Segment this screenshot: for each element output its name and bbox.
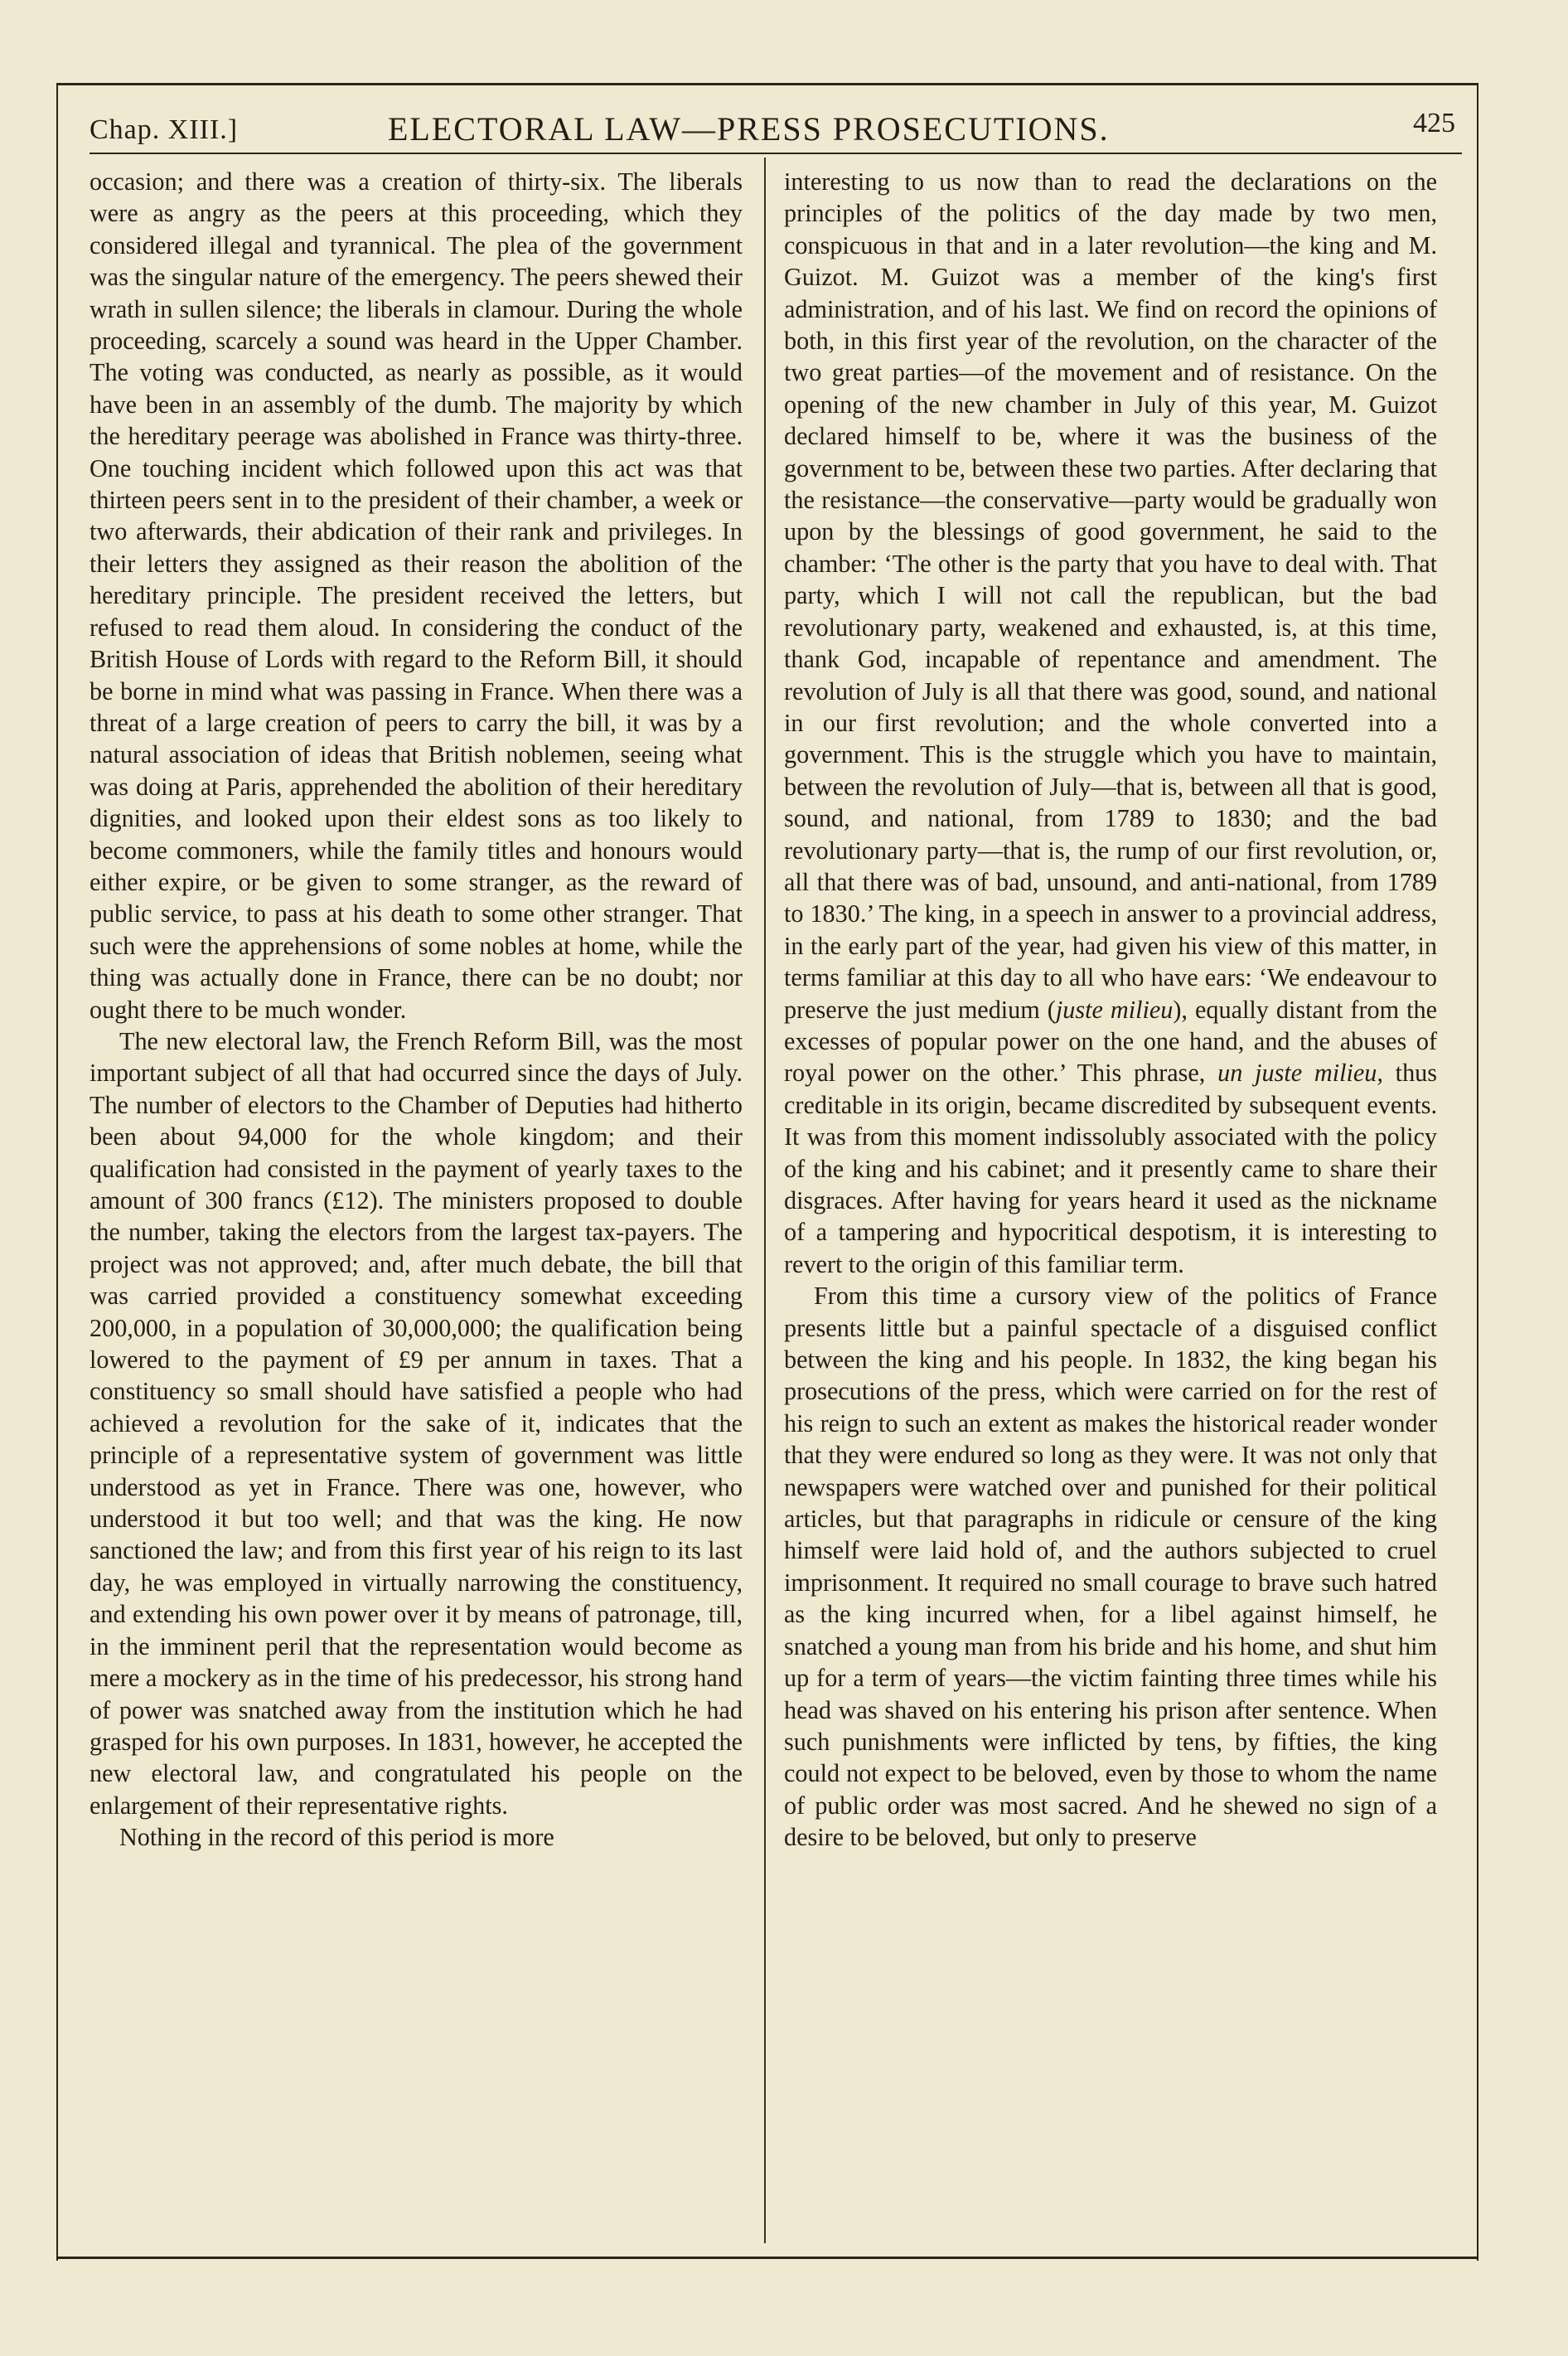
paragraph: occasion; and there was a creation of thirty-six. The liberals were as angry as the peers at this proceeding, which they considered illegal and tyrannical. The plea of the government was the singular nature of the emergency. The peers shewed their wrath in sullen silence; the liberals in clamour. During the whole proceeding, scarcely a sound was heard in the Upper Chamber. The voting was conducted, as nearly as possible, as it would have been in an assembly of the dumb. The majority by which the hereditary peerage was abolished in France was thirty-three. One touching incident which followed upon this act was that thirteen peers sent in to the president of their chamber, a week or two afterwards, their abdication of their rank and privileges. In their letters they assigned as their reason the abolition of the hereditary principle. The president received the letters, but refused to read them aloud. In considering the conduct of the British House of Lords with regard to the Reform Bill, it should be borne in mind what was passing in France. When there was a threat of a large creation of peers to carry the bill, it was by a natural association of ideas that British noblemen, seeing what was doing at Paris, apprehended the abolition of their hereditary dignities, and looked upon their eldest sons as too likely to become commoners, while the family titles and honours would either expire, or be given to some stranger, as the reward of public service, to pass at his death to some other stranger. That such were the apprehensions of some nobles at home, while the thing was actually done in France, there can be no doubt; nor ought there to be much wonder. [90,167,743,1024]
right-column [784,166,1437,2238]
page-number: 425 [1413,108,1455,138]
text-run: thus creditable in its origin, became discredited by subsequent events. It was from this moment indissolubly associated with the policy of the king and his cabinet; and it presently came to share their disgraces. After having for years heard it used as the nickname of a tampering and hypocritical despotism, it is interesting to revert to the origin of this familiar term. [784,1059,1438,1278]
text-run: ), equally distant from the excesses of popular power on the one hand, and the abuses of royal power on the other.’ This phrase, [784,995,1437,1088]
paragraph [784,166,1437,1280]
paragraph: From this time a cursory view of the politics of France presents little but a painful spectacle of a disguised conflict between the king and his people. In 1832, the king began his prosecutions of the press, which were carried on for the rest of his reign to such an extent as makes the historical reader wonder that they were endured so long as they were. It was not only that newspapers were watched over and punished for their political articles, but that paragraphs in ridicule or censure of the king himself were laid hold of, and the authors subjected to cruel imprisonment. It required no small courage to brave such hatred as the king incurred when, for a libel against himself, he snatched a young man from his bride and his home, and shut him up for a term of years—the victim fainting three times while his head was shaved on his entering his prison after sentence. When such punishments were inflicted by tens, by fifties, the king could not expect to be beloved, even by those to whom the name of public order was most sacred. And he shewed no sign of a desire to be beloved, but only to preserve [784,1282,1437,1852]
page-title: ELECTORAL LAW—PRESS PROSECUTIONS. [388,110,1110,148]
italic-phrase: juste milieu [1055,995,1174,1024]
column-divider [764,158,766,2243]
italic-phrase: un juste milieu, [1217,1059,1383,1088]
left-column [90,166,743,2238]
text-run: interesting to us now than to read the declarations on the principles of the politics of the day made by two men, conspicuous in that and in a later revolution—the king and M. Guizot. M. Guizot was a member of the king's first administration, and of his last. We find on record the opinions of both, in this first year of the revolution, on the character of the two great parties—of the movement and of resistance. On the opening of the new chamber in July of this year, M. Guizot declared himself to be, where it was the business of the government to be, between these two parties. After declaring that the resistance—the conservative—party would be gradually won upon by the blessings of good government, he said to the chamber: ‘The other is the party that you have to deal with. That party, which I will not call the republican, but the bad revolutionary party, weakened and exhausted, is, at this time, thank God, incapable of repentance and amendment. The revolution of July is all that there was good, sound, and national in our first revolution; and the whole converted into a government. This is the struggle which you have to maintain, between the revolution of July—that is, between all that is good, sound, and national, from 1789 to 1830; and the bad revolutionary party—that is, the rump of our first revolution, or, all that there was of bad, unsound, and anti-national, from 1789 to 1830.’ The king, in a speech in answer to a provincial address, in the early part of the year, had given his view of this matter, in terms familiar at this day to all who have ears: ‘We endeavour to preserve the just medium ( [784,167,1437,1024]
chapter-label: Chap. XIII.] [90,114,239,145]
running-head [90,106,1455,154]
paragraph: Nothing in the record of this period is more [119,1823,554,1852]
paragraph: The new electoral law, the French Reform Bill, was the most important subject of all that had occurred since the days of July. The number of electors to the Chamber of Deputies had hitherto been about 94,000 for the whole kingdom; and their qualification had consisted in the payment of yearly taxes to the amount of 300 francs (£12). The ministers proposed to double the number, taking the electors from the largest tax-payers. The project was not approved; and, after much debate, the bill that was carried provided a constituency somewhat exceeding 200,000, in a population of 30,000,000; the qualification being lowered to the payment of £9 per annum in taxes. That a constituency so small should have satisfied a people who had achieved a revolution for the sake of it, indicates that the principle of a representative system of government was little understood as yet in France. There was one, however, who understood it but too well; and that was the king. He now sanctioned the law; and from this first year of his reign to its last day, he was employed in virtually narrowing the constituency, and extending his own power over it by means of patronage, till, in the imminent peril that the representation would become as mere a mockery as in the time of his predecessor, his strong hand of power was snatched away from the institution which he had grasped for his own purposes. In 1831, however, he accepted the new electoral law, and congratulated his people on the enlargement of their representative rights. [90,1026,743,1820]
bottom-rule [56,2257,1478,2259]
header-rule [90,153,1462,154]
